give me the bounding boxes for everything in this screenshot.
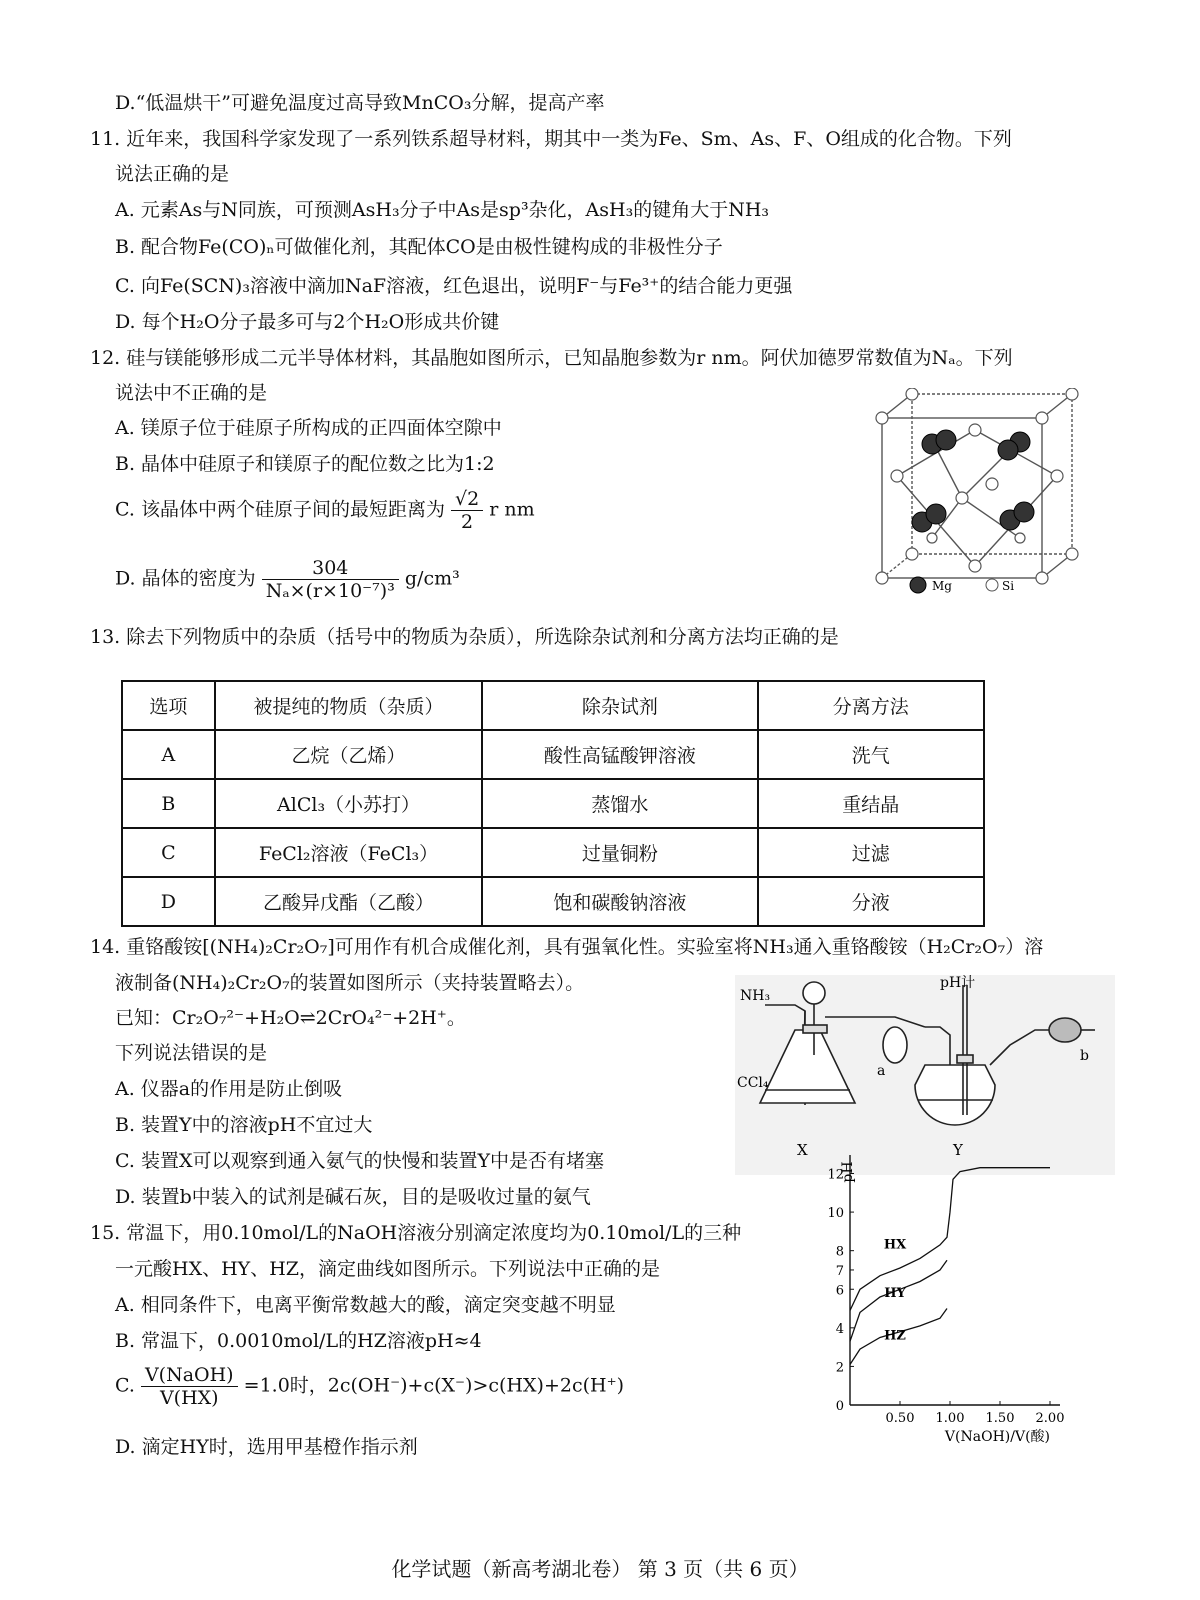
table-row: [122, 828, 984, 877]
x-tick-label: 1.50: [985, 1411, 1015, 1426]
device-y-label: Y: [953, 1141, 963, 1159]
q12-option-d-fraction: [262, 557, 399, 602]
q15-option-c-prefix: C.: [115, 1374, 135, 1397]
q12-d-denominator: Nₐ×(r×10⁻⁷)³: [265, 580, 395, 602]
q12-c-numerator: √2: [451, 488, 483, 511]
mg-legend-label: Mg: [932, 579, 952, 593]
table-cell: 饱和碳酸钠溶液: [482, 877, 757, 926]
crystal-cell-figure: [870, 388, 1100, 610]
q12-option-d: [115, 557, 460, 602]
table-cell: FeCl₂溶液（FeCl₃）: [215, 828, 483, 877]
q11-option-b: B. 配合物Fe(CO)ₙ可做催化剂，其配体CO是由极性键构成的非极性分子: [115, 236, 723, 258]
q12-option-a: A. 镁原子位于硅原子所构成的正四面体空隙中: [115, 417, 502, 439]
q12-option-b: B. 晶体中硅原子和镁原子的配位数之比为1:2: [115, 453, 495, 475]
q14-option-a: A. 仪器a的作用是防止倒吸: [115, 1078, 343, 1100]
q13-header-row: [122, 681, 984, 730]
q15-option-a: A. 相同条件下，电离平衡常数越大的酸，滴定突变越不明显: [115, 1294, 616, 1316]
y-tick-label: 7: [835, 1263, 844, 1279]
table-cell: B: [122, 779, 215, 828]
table-cell: 乙酸异戊酯（乙酸）: [215, 877, 483, 926]
ph-meter-label: pH计: [940, 975, 976, 991]
q12-option-c: [115, 488, 535, 533]
device-x-label: X: [797, 1141, 808, 1159]
q11-option-c: C. 向Fe(SCN)₃溶液中滴加NaF溶液，红色退出，说明F⁻与Fe³⁺的结合能力更强: [115, 275, 793, 297]
y-tick-label: 4: [835, 1321, 844, 1337]
x-tick-label: 0.50: [885, 1411, 915, 1426]
page-footer: 化学试题（新高考湖北卷） 第 3 页（共 6 页）: [391, 1557, 809, 1581]
q11-option-d: D. 每个H₂O分子最多可与2个H₂O形成共价键: [115, 311, 500, 333]
table-cell: 蒸馏水: [482, 779, 757, 828]
y-tick-label: 8: [835, 1244, 844, 1260]
q14-stem: 14. 重铬酸铵[(NH₄)₂Cr₂O₇]可用作有机合成催化剂，具有强氧化性。实验室将NH₃通入重铬酸铵（H₂Cr₂O₇）溶: [90, 936, 1044, 958]
q14-option-b: B. 装置Y中的溶液pH不宜过大: [115, 1114, 373, 1136]
q12-c-denominator: 2: [461, 511, 474, 533]
table-cell: 过滤: [758, 828, 984, 877]
table-cell: AlCl₃（小苏打）: [215, 779, 483, 828]
q10-option-d: D.“低温烘干”可避免温度过高导致MnCO₃分解，提高产率: [115, 92, 605, 114]
q11-stem: 11. 近年来，我国科学家发现了一系列铁系超导材料，期其中一类为Fe、Sm、As、F、O组成的化合物。下列: [90, 128, 1012, 150]
instrument-b-label: b: [1080, 1048, 1089, 1064]
q13-table: [121, 680, 985, 927]
apparatus-figure: [735, 975, 1115, 1175]
q15-option-c: [115, 1364, 624, 1409]
q12-option-c-fraction: [451, 488, 483, 533]
q14-stem-2: 液制备(NH₄)₂Cr₂O₇的装置如图所示（夹持装置略去）。: [115, 972, 585, 994]
q13-header-cell: 选项: [122, 681, 215, 730]
ccl4-label: CCl₄: [737, 1075, 769, 1091]
q13-header-cell: 被提纯的物质（杂质）: [215, 681, 483, 730]
table-cell: A: [122, 730, 215, 779]
q12-stem-2: 说法中不正确的是: [115, 382, 268, 404]
q15-option-d: D. 滴定HY时，选用甲基橙作指示剂: [115, 1436, 418, 1458]
q13-header-cell: 分离方法: [758, 681, 984, 730]
q14-known: 已知：Cr₂O₇²⁻+H₂O⇌2CrO₄²⁻+2H⁺。: [115, 1007, 466, 1029]
q14-option-d: D. 装置b中装入的试剂是碱石灰，目的是吸收过量的氨气: [115, 1186, 591, 1208]
q15-stem: 15. 常温下，用0.10mol/L的NaOH溶液分别滴定浓度均为0.10mol/L的三种: [90, 1222, 742, 1244]
q12-option-c-text: C. 该晶体中两个硅原子间的最短距离为: [115, 498, 445, 521]
q11-option-a: A. 元素As与N同族，可预测AsH₃分子中As是sp³杂化，AsH₃的键角大于NH₃: [115, 199, 770, 221]
q15-option-c-fraction: [141, 1364, 238, 1409]
table-cell: 乙烷（乙烯）: [215, 730, 483, 779]
q15-c-numerator: V(NaOH): [141, 1364, 238, 1387]
x-axis-label: V(NaOH)/V(酸): [944, 1429, 1050, 1445]
q14-option-c: C. 装置X可以观察到通入氨气的快慢和装置Y中是否有堵塞: [115, 1150, 605, 1172]
q12-option-c-unit: r nm: [489, 498, 535, 521]
q15-option-b: B. 常温下，0.0010mol/L的HZ溶液pH≈4: [115, 1330, 482, 1352]
table-cell: C: [122, 828, 215, 877]
series-label-hx: HX: [883, 1237, 907, 1253]
series-label-hz: HZ: [884, 1328, 906, 1344]
si-legend-label: Si: [1002, 579, 1015, 593]
q13-stem: 13. 除去下列物质中的杂质（括号中的物质为杂质），所选除杂试剂和分离方法均正确的是: [90, 626, 839, 648]
y-tick-label: 0: [835, 1399, 844, 1414]
q12-option-d-text: D. 晶体的密度为: [115, 567, 256, 590]
nh3-label: NH₃: [740, 988, 771, 1004]
y-tick-label: 12: [827, 1167, 844, 1183]
x-tick-label: 2.00: [1035, 1411, 1065, 1426]
q12-stem: 12. 硅与镁能够形成二元半导体材料，其晶胞如图所示，已知晶胞参数为r nm。阿伏加德罗常数值为Nₐ。下列: [90, 347, 1013, 369]
instrument-a-label: a: [877, 1063, 886, 1079]
table-cell: 洗气: [758, 730, 984, 779]
table-row: [122, 779, 984, 828]
table-cell: 分液: [758, 877, 984, 926]
table-cell: 过量铜粉: [482, 828, 757, 877]
table-row: [122, 877, 984, 926]
y-tick-label: 6: [835, 1283, 844, 1299]
q11-stem-2: 说法正确的是: [115, 163, 230, 185]
si-legend-icon: [986, 579, 998, 591]
table-cell: 酸性高锰酸钾溶液: [482, 730, 757, 779]
mg-legend-icon: [910, 577, 926, 593]
q15-c-denominator: V(HX): [159, 1387, 219, 1409]
q12-d-numerator: 304: [262, 557, 399, 580]
q14-ask: 下列说法错误的是: [115, 1042, 268, 1064]
table-cell: D: [122, 877, 215, 926]
q15-option-c-condition: =1.0时，2c(OH⁻)+c(X⁻)>c(HX)+2c(H⁺): [243, 1374, 625, 1397]
y-axis-label: pH: [840, 1161, 856, 1183]
y-tick-label: 10: [827, 1206, 844, 1222]
y-tick-label: 2: [835, 1360, 844, 1376]
q13-header-cell: 除杂试剂: [482, 681, 757, 730]
q12-option-d-unit: g/cm³: [404, 567, 460, 590]
series-line-hx: [850, 1168, 1050, 1311]
series-label-hy: HY: [884, 1285, 906, 1301]
table-cell: 重结晶: [758, 779, 984, 828]
titration-chart: [820, 1150, 1090, 1450]
x-tick-label: 1.00: [935, 1411, 965, 1426]
table-row: [122, 730, 984, 779]
q15-stem-2: 一元酸HX、HY、HZ，滴定曲线如图所示。下列说法中正确的是: [115, 1258, 660, 1280]
